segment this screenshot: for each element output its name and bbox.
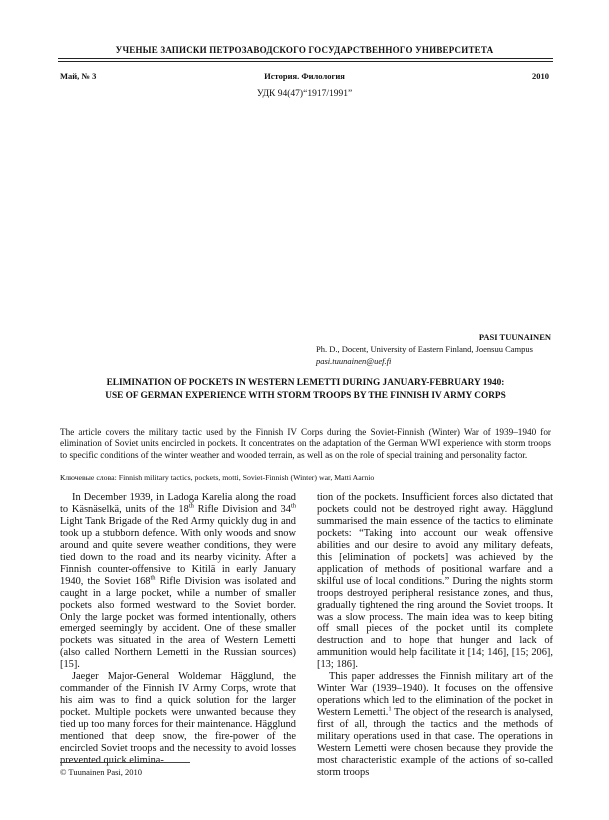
header-rule-top (58, 58, 553, 59)
paragraph-1: In December 1939, in Ladoga Karelia along the road to Käsnäselkä, units of the 18th Rifle Division and 34th Light Tank Brigade of the Red Army quickly dug in and took up a stubborn defence. With only woods and snow around and quite severe weather conditions, they were tied down to the road and its nearby vicinity. After a Finnish counter-offensive to Kitilä in early January 1940, the Soviet 168th Rifle Division was isolated and caught in a large pocket, while a number of smaller pockets also formed westward to the Soviet border. Only the large pocket was formed intentionally, others emerged seemingly by accident. One of these smaller pockets was situated in the area of Western Lemetti (also called Northern Lemetti in the Russian sources) [15]. (60, 492, 296, 671)
publication-year: 2010 (532, 71, 549, 81)
body-column-left (60, 492, 296, 767)
copyright: © Tuunainen Pasi, 2010 (60, 767, 143, 777)
keywords: Ключевые слова: Finnish military tactics, pockets, motti, Soviet-Finnish (Winter) war, Matti Aarnio (60, 473, 375, 482)
paragraph-3: tion of the pockets. Insufficient forces also dictated that pockets could not be destroyed right away. Hägglund summarised the main essence of the tactics to eliminate pockets: “Taking into account our weak offensive abilities and our desire to avoid any military defeats, this [elimination of pockets] was achieved by the application of methods of positional warfare and a skilful use of local conditions.” During the nights storm troops destroyed peripheral resistance zones, and thus, gradually tightened the ring around the Soviet troops. It was a slow process. The main idea was to keep biting off small pieces of the pocket until its complete destruction and to hope that hunger and lack of ammunition would help facilitate it [14; 146], [15; 206], [13; 186]. (317, 492, 553, 671)
paragraph-2: Jaeger Major-General Woldemar Hägglund, the commander of the Finnish IV Army Corps, wrote that his aim was to find a quick solution for the larger pocket. Multiple pockets were unwanted because they tied up too many forces for their maintenance. Hägglund mentioned that deep snow, the fire-power of the encircled Soviet troops and the necessity to avoid losses prevented quick elimina- (60, 671, 296, 766)
issue-number: Май, № 3 (60, 71, 97, 81)
author-name: PASI TUUNAINEN (478, 332, 551, 342)
paragraph-4: This paper addresses the Finnish military art of the Winter War (1939–1940). It focuses on the offensive operations which led to the elimination of the pocket in Western Lemetti.$^1$ The object of the research is analysed, first of all, through the tactics and the methods of military operations used in that case. The operations in Western Lemetti were chosen because they provide the most characteristic example of the actions of so-called storm troops (317, 671, 554, 778)
journal-section: История. Филология (264, 71, 345, 81)
udk-code: УДК 94(47)“1917/1991” (256, 89, 353, 99)
header-rule-bottom (58, 61, 553, 62)
author-email: pasi.tuunainen@uef.fi (316, 356, 392, 366)
journal-title: УЧЕНЫЕ ЗАПИСКИ ПЕТРОЗАВОДСКОГО ГОСУДАРСТВЕННОГО УНИВЕРСИТЕТА (115, 45, 494, 55)
footnote-rule (60, 762, 190, 763)
title-line-1: ELIMINATION OF POCKETS IN WESTERN LEMETTI DURING JANUARY-FEBRUARY 1940: (106, 378, 505, 388)
article-title (58, 377, 553, 402)
abstract: The article covers the military tactic used by the Finnish IV Corps during the Soviet-Finnish (Winter) War of 1939–1940 for elimination of Soviet units encircled in pockets. It concentrates on the adaptation of the German WWI experience with storm troops to specific conditions of the winter weather and wooded terrain, as well as on the role of special training and personality factor. (60, 427, 551, 460)
title-line-2: USE OF GERMAN EXPERIENCE WITH STORM TROOPS BY THE FINNISH IV ARMY CORPS (105, 390, 506, 401)
body-column-right (317, 492, 553, 779)
author-affiliation: Ph. D., Docent, University of Eastern Finland, Joensuu Campus (316, 344, 533, 354)
